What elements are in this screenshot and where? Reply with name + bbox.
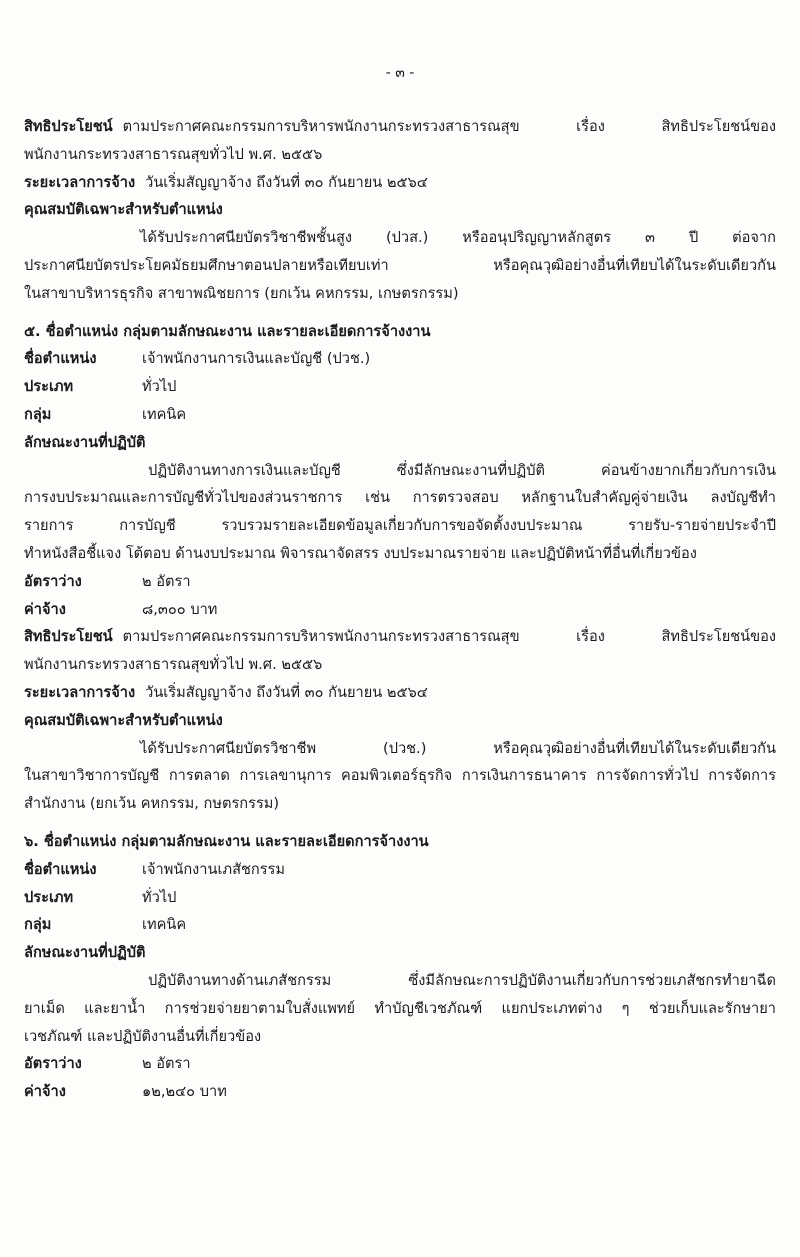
type-value: ทั่วไป — [142, 378, 177, 396]
section-5-duty-line-1: ปฏิบัติงานทางการเงินและบัญชี ซึ่งมีลักษณะงานที่ปฏิบัติ ค่อนข้างยากเกี่ยวกับการเงิน — [148, 461, 776, 479]
wage-value: ๘,๓๐๐ บาท — [142, 600, 218, 618]
section-6-vacancy-row — [24, 1050, 776, 1078]
section-6-position-row — [24, 856, 776, 884]
section-6-group-row — [24, 911, 776, 939]
qualification-line-1: ได้รับประกาศนียบัตรวิชาชีพชั้นสูง (ปวส.) หรืออนุปริญญาหลักสูตร ๓ ปี ต่อจาก — [140, 229, 776, 247]
qualification-heading: คุณสมบัติเฉพาะสำหรับตำแหน่ง — [24, 201, 223, 219]
period-label: ระยะเวลาการจ้าง — [24, 683, 136, 701]
section-5-type-row — [24, 373, 776, 401]
benefit-text: ตามประกาศคณะกรรมการบริหารพนักงานกระทรวงสาธารณสุข เรื่อง สิทธิประโยชน์ของ — [122, 118, 776, 135]
section-5-group-row — [24, 401, 776, 429]
section-5-qualification-heading: คุณสมบัติเฉพาะสำหรับตำแหน่ง — [24, 711, 223, 729]
section-6-duty-line-2: ยาเม็ด และยาน้ำ การช่วยจ่ายยาตามใบสั่งแพทย์ ทำบัญชีเวชภัณฑ์ แยกประเภทต่าง ๆ ช่วยเก็บและรักษายา — [24, 999, 776, 1017]
vacancy-label: อัตราว่าง — [24, 572, 82, 590]
section-5-duty-line-4: ทำหนังสือชี้แจง โต้ตอบ ด้านงบประมาณ พิจารณาจัดสรร งบประมาณรายจ่าย และปฏิบัติหน้าที่อื่นที่เกี่ยวข้อง — [24, 544, 697, 562]
group-value: เทคนิค — [142, 916, 187, 934]
benefit-label: สิทธิประโยชน์ — [24, 628, 113, 646]
section-6-duty-heading: ลักษณะงานที่ปฏิบัติ — [24, 944, 146, 962]
document-body — [24, 113, 776, 1106]
type-value: ทั่วไป — [142, 888, 177, 906]
benefit-text: ตามประกาศคณะกรรมการบริหารพนักงานกระทรวงสาธารณสุข เรื่อง สิทธิประโยชน์ของ — [122, 628, 776, 646]
period-line — [24, 169, 776, 197]
position-value: เจ้าพนักงานเภสัชกรรม — [142, 860, 286, 878]
type-label: ประเภท — [24, 888, 74, 906]
period-value: วันเริ่มสัญญาจ้าง ถึงวันที่ ๓๐ กันยายน ๒๕๖๔ — [145, 683, 428, 701]
period-value: วันเริ่มสัญญาจ้าง ถึงวันที่ ๓๐ กันยายน ๒๕๖๔ — [145, 173, 428, 191]
section-5-qualification-line-3: สำนักงาน (ยกเว้น คหกรรม, กษตรกรรม) — [24, 795, 280, 813]
section-5-qualification-line-2: ในสาขาวิชาการบัญชี การตลาด การเลขานุการ คอมพิวเตอร์ธุรกิจ การเงินการธนาคาร การจัดการทั่วไป การจัดการ — [24, 767, 776, 785]
qualification-line-2: ประกาศนียบัตรประโยคมัธยมศึกษาตอนปลายหรือเทียบเท่า หรือคุณวุฒิอย่างอื่นที่เทียบได้ในระดับเดียวกัน — [24, 256, 776, 274]
section-5-benefit-line-2: พนักงานกระทรวงสาธารณสุขทั่วไป พ.ศ. ๒๕๕๖ — [24, 656, 323, 674]
section-6-heading: ๖. ชื่อตำแหน่ง กลุ่มตามลักษณะงาน และรายละเอียดการจ้างงาน — [24, 832, 429, 850]
benefit-line-1 — [24, 113, 776, 141]
position-label: ชื่อตำแหน่ง — [24, 350, 97, 368]
section-5-duty-heading: ลักษณะงานที่ปฏิบัติ — [24, 433, 146, 451]
section-5-period-line — [24, 679, 776, 707]
position-value: เจ้าพนักงานการเงินและบัญชี (ปวช.) — [142, 350, 371, 368]
section-5-benefit-line-1 — [24, 623, 776, 651]
qualification-line-3: ในสาขาบริหารธุรกิจ สาขาพณิชยการ (ยกเว้น คหกรรม, เกษตรกรรม) — [24, 284, 459, 302]
section-6-type-row — [24, 884, 776, 912]
page-number: - ๓ - — [385, 65, 415, 81]
section-6-duty-line-3: เวชภัณฑ์ และปฏิบัติงานอื่นที่เกี่ยวข้อง — [24, 1027, 262, 1045]
group-label: กลุ่ม — [24, 405, 52, 423]
section-5-qualification-line-1: ได้รับประกาศนียบัตรวิชาชีพ (ปวช.) หรือคุณวุฒิอย่างอื่นที่เทียบได้ในระดับเดียวกัน — [140, 739, 776, 757]
section-5-vacancy-row — [24, 568, 776, 596]
section-6-duty-line-1: ปฏิบัติงานทางด้านเภสัชกรรม ซึ่งมีลักษณะการปฏิบัติงานเกี่ยวกับการช่วยเภสัชกรทำยาฉีด — [148, 971, 776, 989]
group-value: เทคนิค — [142, 405, 187, 423]
position-label: ชื่อตำแหน่ง — [24, 860, 97, 878]
vacancy-value: ๒ อัตรา — [142, 1055, 191, 1073]
benefit-label: สิทธิประโยชน์ — [24, 118, 113, 135]
period-label: ระยะเวลาการจ้าง — [24, 173, 136, 191]
section-6-wage-row — [24, 1078, 776, 1106]
section-5-heading: ๕. ชื่อตำแหน่ง กลุ่มตามลักษณะงาน และรายละเอียดการจ้างงาน — [24, 322, 431, 340]
vacancy-label: อัตราว่าง — [24, 1055, 82, 1073]
wage-value: ๑๒,๒๔๐ บาท — [142, 1083, 227, 1101]
group-label: กลุ่ม — [24, 916, 52, 934]
wage-label: ค่าจ้าง — [24, 1083, 66, 1101]
type-label: ประเภท — [24, 378, 74, 396]
section-5-wage-row — [24, 596, 776, 624]
section-5-duty-line-3: รายการ การบัญชี รวบรวมรายละเอียดข้อมูลเกี่ยวกับการขอจัดตั้งงบประมาณ รายรับ-รายจ่ายประจำปี — [24, 517, 776, 535]
section-5-duty-line-2: การงบประมาณและการบัญชีทั่วไปของส่วนราชการ เช่น การตรวจสอบ หลักฐานใบสำคัญคู่จ่ายเงิน ลงบัญชีทำ — [24, 489, 776, 507]
section-5-position-row — [24, 345, 776, 373]
vacancy-value: ๒ อัตรา — [142, 572, 191, 590]
wage-label: ค่าจ้าง — [24, 600, 66, 618]
benefit-line-2: พนักงานกระทรวงสาธารณสุขทั่วไป พ.ศ. ๒๕๕๖ — [24, 145, 323, 163]
